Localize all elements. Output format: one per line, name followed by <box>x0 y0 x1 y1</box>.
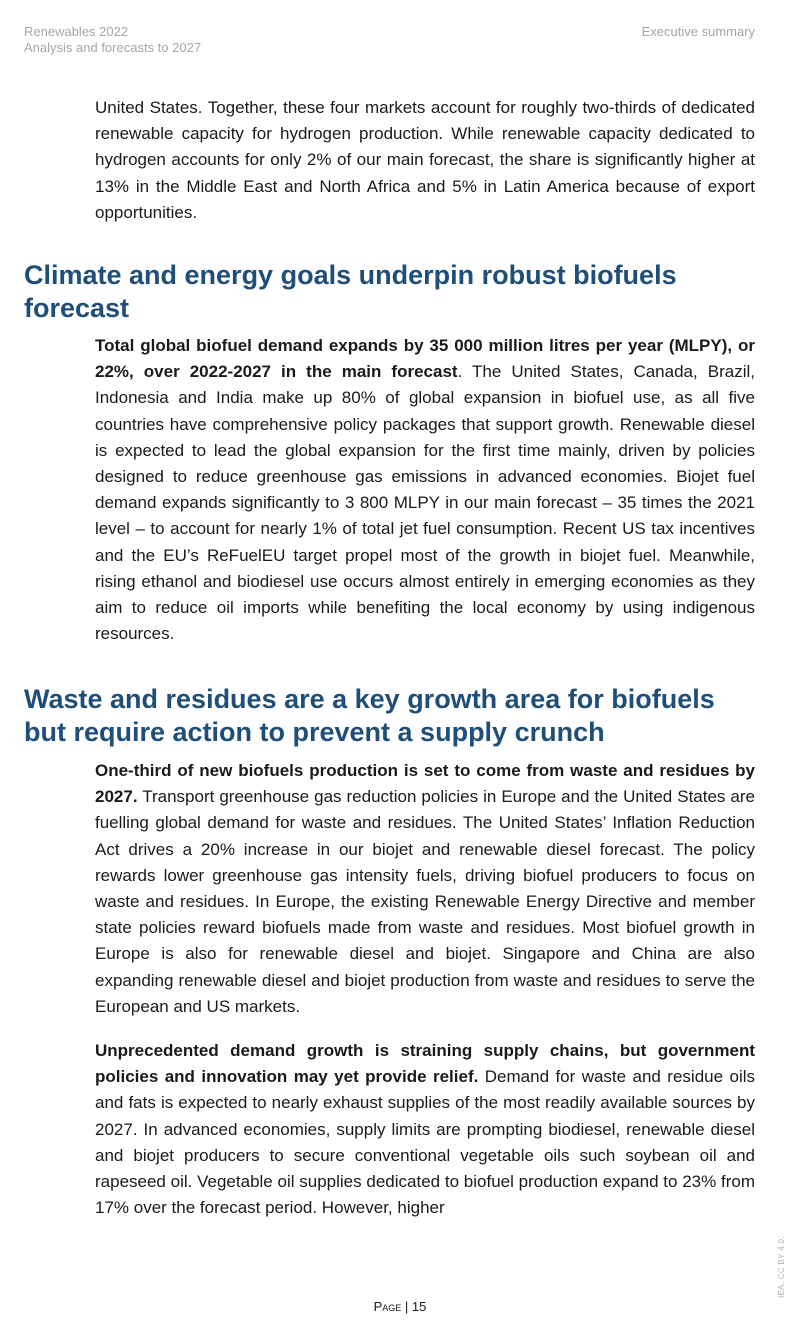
section-label: Executive summary <box>641 24 755 39</box>
paragraph-lead: Total global biofuel demand expands by 35 000 million litres per year (MLPY), or 22%, over 2022-2027 in the main forecast <box>95 336 755 382</box>
report-title: Renewables 2022 <box>24 24 129 39</box>
paragraph-lead: One-third of new biofuels production is set to come from waste and residues by 2027. <box>95 761 755 807</box>
page-number: 15 <box>411 1299 427 1314</box>
paragraph-body: Transport greenhouse gas reduction policies in Europe and the United States are fuelling global demand for waste and residues. The United States’ Inflation Reduction Act drives a 20% increase in our biojet and renewable diesel forecast. The policy rewards lower greenhouse gas intensity fuels, driving biofuel producers to focus on waste and residues. In Europe, the existing Renewable Energy Directive and member state policies reward biofuels made from waste and residues. Most biofuel growth in Europe is also for renewable diesel and biojet. Singapore and China are also expanding renewable diesel and biojet production from waste and residues to serve the European and US markets. <box>95 787 755 1016</box>
section-heading-waste-residues: Waste and residues are a key growth area for biofuels but require action to prevent a supply crunch <box>24 684 715 747</box>
biofuels-forecast-paragraph <box>95 333 755 647</box>
license-notice: IEA. CC BY 4.0. <box>777 1236 786 1298</box>
page-footer <box>0 1299 800 1314</box>
page-separator: | <box>401 1299 412 1314</box>
supply-chain-paragraph <box>95 1038 755 1221</box>
paragraph-body: . The United States, Canada, Brazil, Indonesia and India make up 80% of global expansion in biofuel use, as all five countries have comprehensive policy packages that support growth. Renewable diesel is expected to lead the global expansion for the first time mainly, driven by policies designed to reduce greenhouse gas emissions in advanced economies. Biojet fuel demand expands significantly to 3 800 MLPY in our main forecast – 35 times the 2021 level – to account for nearly 1% of total jet fuel consumption. Recent US tax incentives and the EU’s ReFuelEU target propel most of the growth in biojet fuel. Meanwhile, rising ethanol and biodiesel use occurs almost entirely in emerging economies as they aim to reduce oil imports while benefiting the local economy by using indigenous resources. <box>95 362 755 644</box>
page-label: Page <box>373 1299 402 1314</box>
intro-paragraph: United States. Together, these four markets account for roughly two-thirds of dedicated renewable capacity for hydrogen production. While renewable capacity dedicated to hydrogen accounts for only 2% of our main forecast, the share is significantly higher at 13% in the Middle East and North Africa and 5% in Latin America because of export opportunities. <box>95 98 755 222</box>
paragraph-body: Demand for waste and residue oils and fats is expected to nearly exhaust supplies of the most readily available sources by 2027. In advanced economies, supply limits are prompting biodiesel, renewable diesel and biojet producers to secure conventional vegetable oils such soybean oil and rapeseed oil. Vegetable oil supplies dedicated to biofuel production expand to 23% from 17% over the forecast period. However, higher <box>95 1067 755 1218</box>
report-subtitle: Analysis and forecasts to 2027 <box>24 40 202 55</box>
section-heading-biofuels-forecast: Climate and energy goals underpin robust biofuels forecast <box>24 260 677 323</box>
paragraph-lead: Unprecedented demand growth is straining supply chains, but government policies and innovation may yet provide relief. <box>95 1041 755 1087</box>
waste-residues-paragraph <box>95 758 755 1020</box>
running-header <box>24 24 201 56</box>
